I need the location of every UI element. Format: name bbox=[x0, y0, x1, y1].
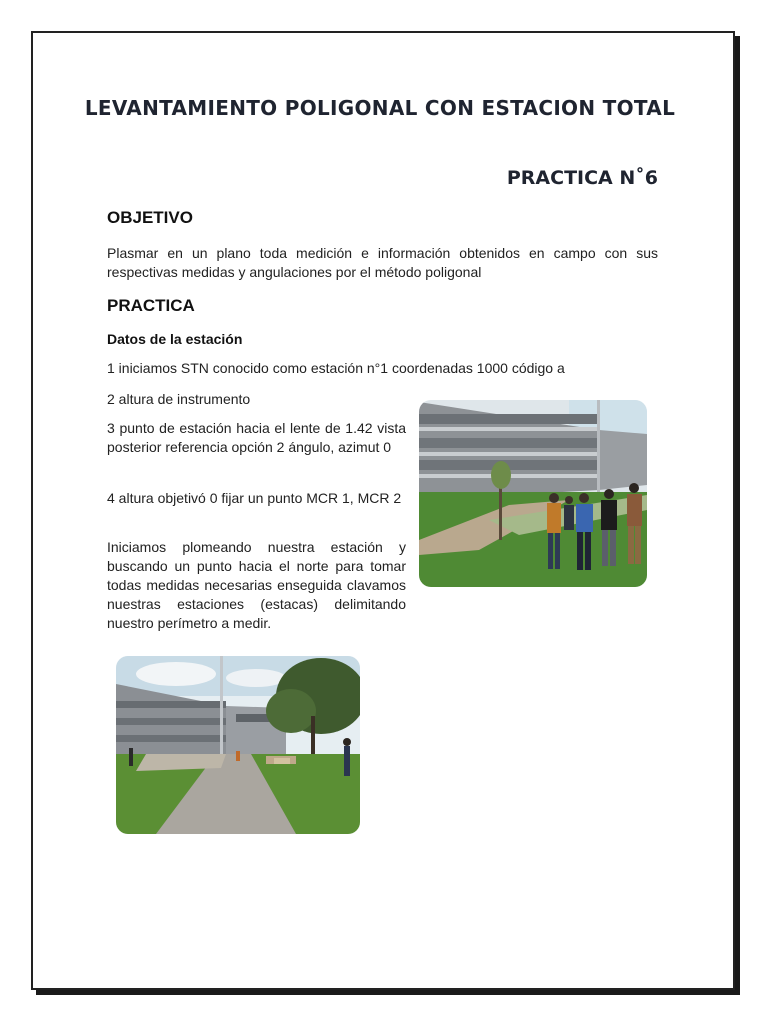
step-3: 3 punto de estación hacia el lente de 1.42 vista posterior referencia opción 2 ángulo, azimut 0 bbox=[107, 420, 406, 455]
step-4: 4 altura objetivó 0 fijar un punto MCR 1, MCR 2 bbox=[107, 490, 402, 506]
photo-field-group bbox=[419, 400, 647, 587]
procedure-paragraph: Iniciamos plomeando nuestra estación y buscando un punto hacia el norte para tomar todas medidas necesarias enseguida clavamos nuestras estaciones (estacas) delimitando nuestro perímetro a medir. bbox=[107, 539, 406, 631]
station-data-subheading: Datos de la estación bbox=[107, 331, 243, 347]
practice-heading: PRACTICA bbox=[107, 296, 195, 315]
objective-text: Plasmar en un plano toda medición e información obtenidos en campo con sus respectivas medidas y angulaciones por el método poligonal bbox=[107, 245, 658, 280]
step-1: 1 iniciamos STN conocido como estación n°1 coordenadas 1000 código a bbox=[107, 360, 565, 376]
photo-courtyard bbox=[116, 656, 360, 834]
objective-heading: OBJETIVO bbox=[107, 208, 193, 227]
document-title: LEVANTAMIENTO POLIGONAL CON ESTACION TOTAL bbox=[84, 96, 676, 120]
step-2: 2 altura de instrumento bbox=[107, 391, 251, 407]
practice-number: PRACTICA N˚6 bbox=[506, 167, 658, 189]
